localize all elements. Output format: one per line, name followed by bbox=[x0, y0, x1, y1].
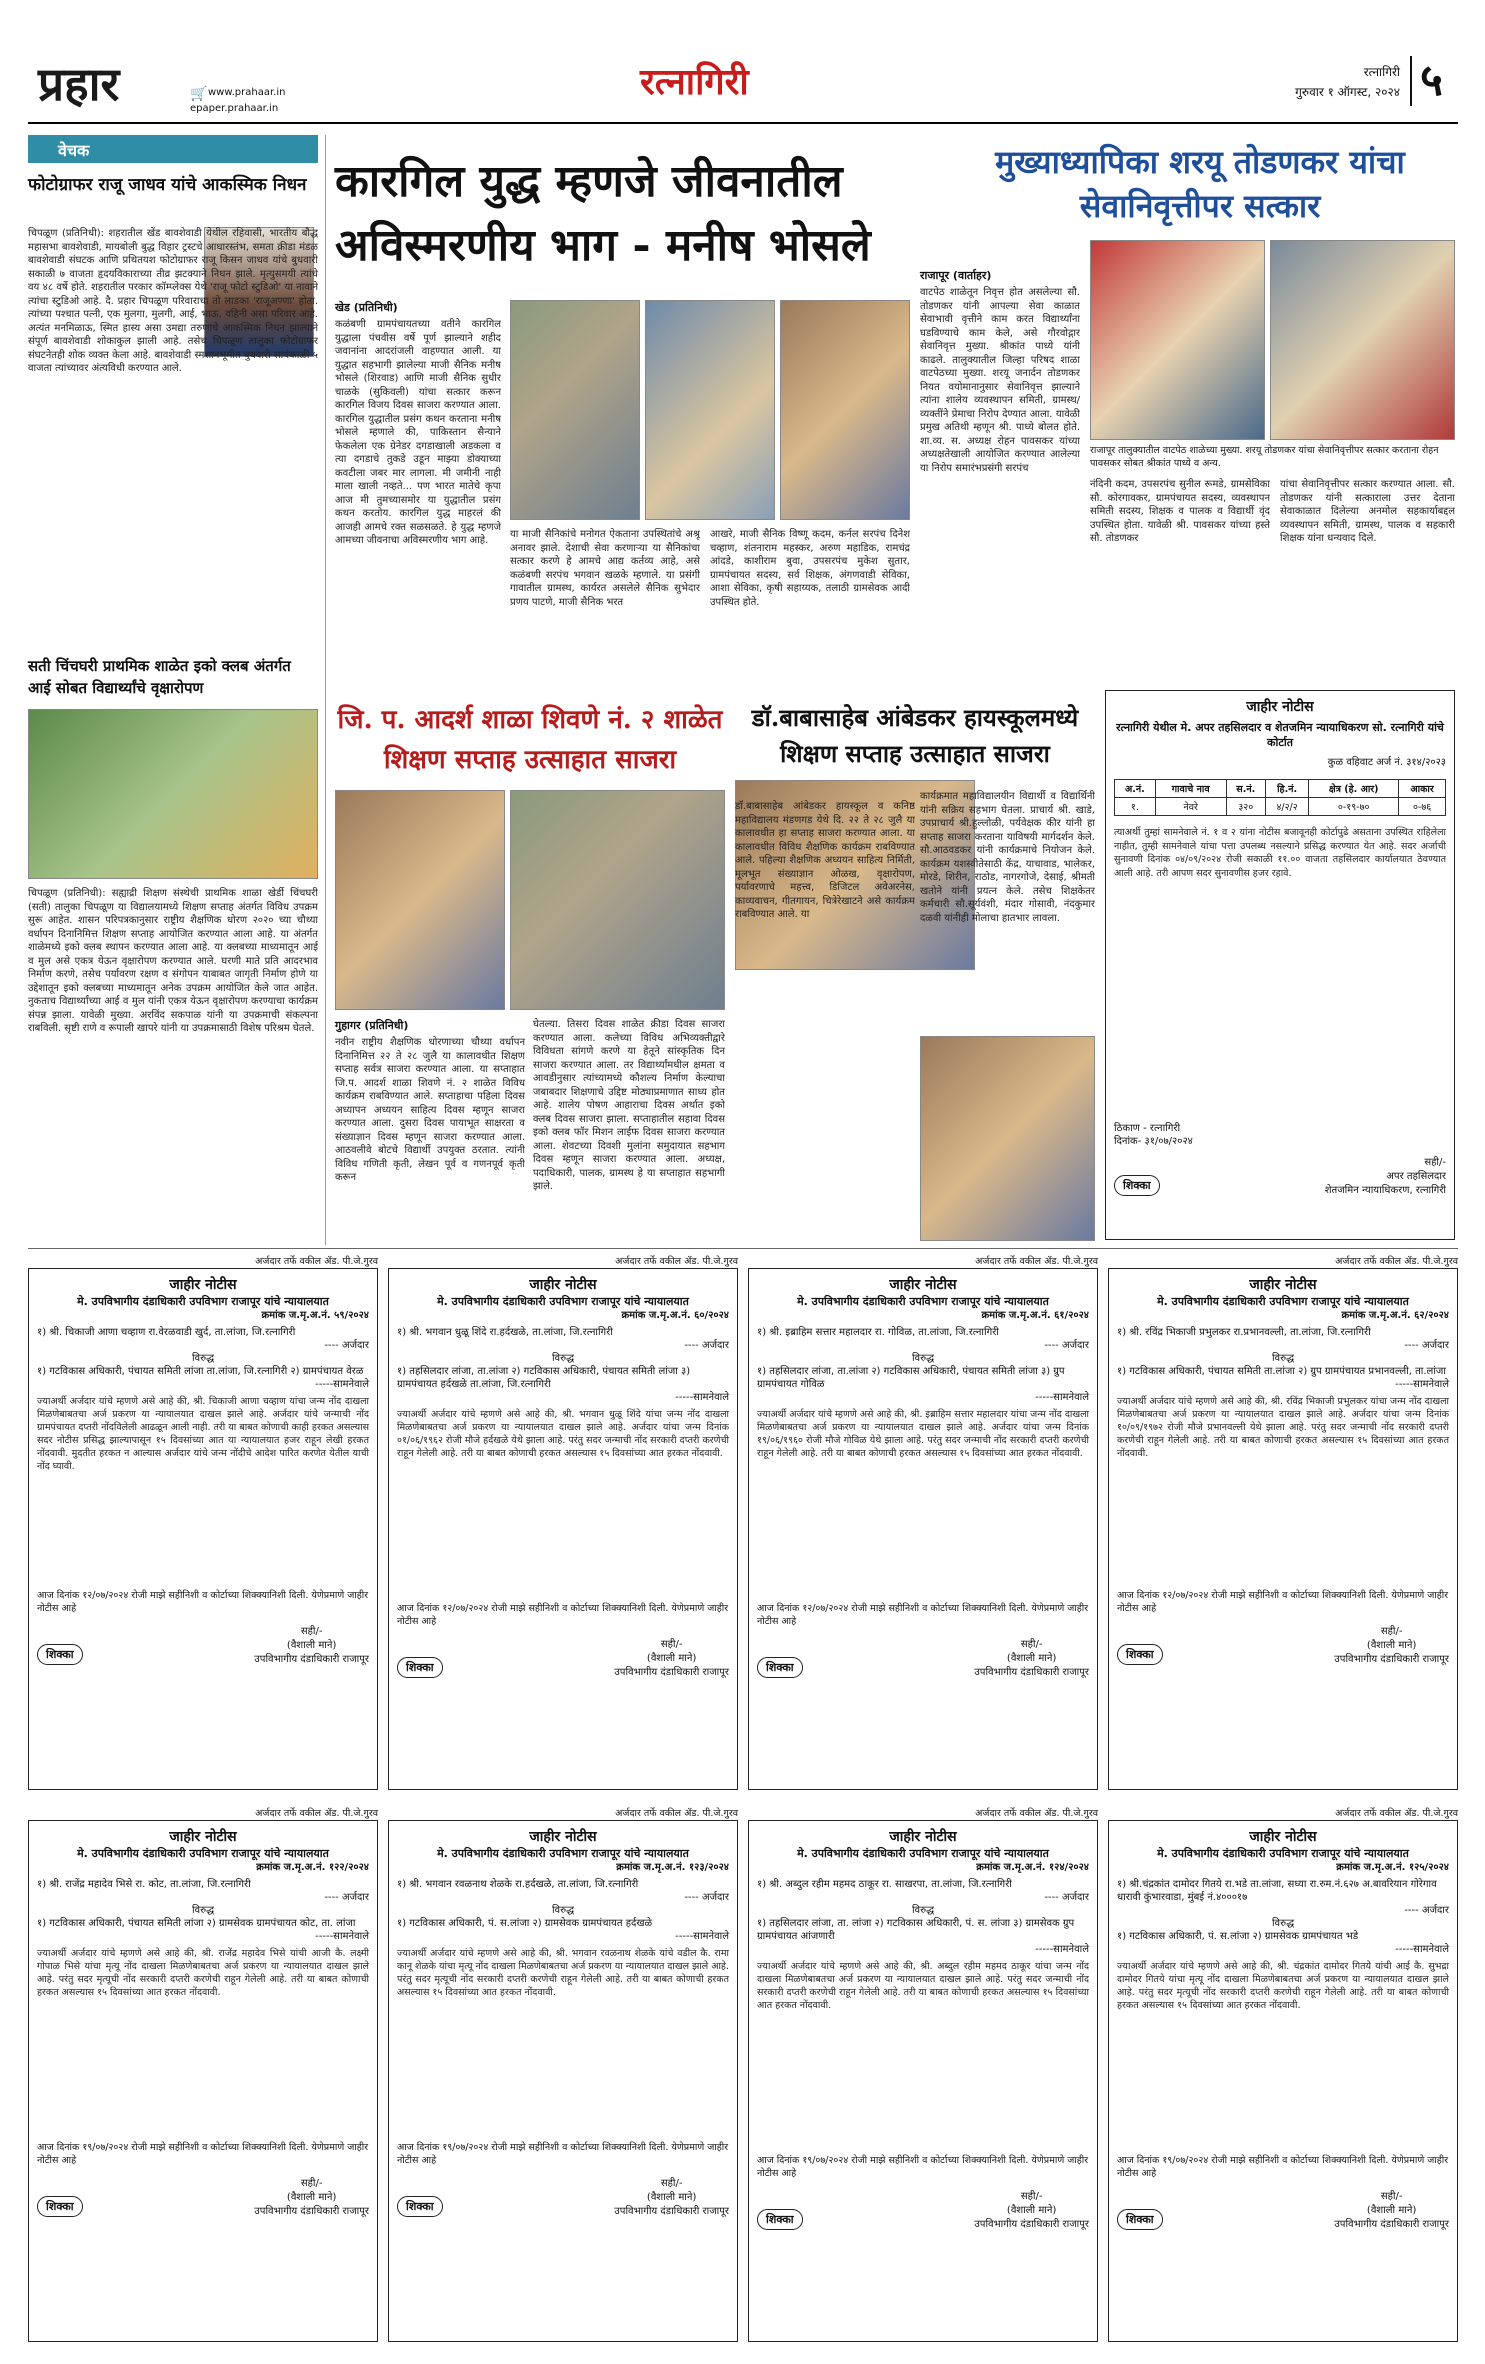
kargil-photo-1 bbox=[510, 300, 640, 520]
tehsil-notice-case: कुळ वहिवाट अर्ज नं. ३१४/२०२३ bbox=[1327, 757, 1446, 768]
notice-stamp: शिक्का bbox=[37, 1644, 83, 1665]
ambedkar-body-col1: डॉ.बाबासाहेब आंबेडकर हायस्कूल व कनिष्ठ महाविद्यालय मंडणगड येथे दि. २२ ते २८ जुलै या कालावधीत हा सप्ताह साजरा करण्यात आला. या कालावधीत विविध शैक्षणिक कार्यक्रम राबविण्यात आले. पहिल्या शैक्षणिक अध्ययन साहित्य निर्मिती, मूलभूत संख्याज्ञान ओळख, वृक्षारोपण, पर्यावरणाचे महत्त्व, डिजिटल अवेअरनेस, काव्यवाचन, गीतगायन, चित्रेरेखाटने असे कार्यक्रम राबविण्यात आले. या bbox=[735, 801, 915, 920]
notice-body: ज्याअर्थी अर्जदार यांचे म्हणणे असे आहे की, श्री. राजेंद्र महादेव भिसे यांची आजी कै. लक्ष्मी गोपाळ भिसे यांचा मृत्यू नोंद दाखला मिळणेबाबतचा अर्ज प्रकरण या न्यायालयात दाखल झाले आहे. परंतु सदर मृत्यूची नोंद सरकारी दप्तरी करणेची राहून गेलेली आहे. तरी या बाबत कोणाची हरकत असल्यास १५ दिवसांच्या आत हरकत नोंदवावी. bbox=[37, 1948, 369, 1998]
notice-officer: (वैशाली माने) bbox=[646, 1653, 697, 1664]
masthead-rule bbox=[28, 122, 1458, 124]
notice-footer: आज दिनांक १२/०७/२०२४ रोजी माझे सहीनिशी व कोर्टाच्या शिक्क्यानिशी दिली. येणेप्रमाणे जाहीर नोटीस आहे bbox=[397, 1603, 729, 1627]
notice-body: ज्याअर्थी अर्जदार यांचे म्हणणे असे आहे की, श्री. भगवान रवळनाथ शेळके यांचे वडील कै. रामा कानू शेळके यांचा मृत्यू नोंद दाखला मिळणेबाबतचा अर्ज प्रकरण या न्यायालयात दाखल झाले आहे. परंतु सदर मृत्यूची नोंद सरकारी दप्तरी करणेची राहून गेलेली आहे. तरी या बाबत कोणाची हरकत असल्यास १५ दिवसांच्या आत हरकत नोंदवावी. bbox=[397, 1948, 729, 1998]
notice-stamp: शिक्का bbox=[757, 1657, 803, 1678]
legal-notice bbox=[28, 1255, 378, 1795]
edition-date: गुरुवार १ ऑगस्ट, २०२४ bbox=[1295, 85, 1400, 99]
notice-case: क्रमांक ज.मृ.अ.नं. ५९/२०२४ bbox=[261, 1310, 369, 1321]
notice-respondent-role: -----सामनेवाले bbox=[1395, 1944, 1449, 1955]
notice-lawyer: अर्जदार तर्फे वकील ॲड. पी.जे.गुरव bbox=[255, 1808, 378, 1819]
left-column-rule bbox=[325, 135, 326, 1245]
legal-notice bbox=[388, 1807, 738, 2347]
legal-notice bbox=[1108, 1807, 1458, 2347]
principal-body-col2: नंदिनी कदम, उपसरपंच सुनील रूमडे, ग्रामसेविका सौ. कोरगावकर, ग्रामपंचायत सदस्य, व्यवस्थापन समिती सदस्य, शिक्षक व पालक व विद्यार्थी वृंद उपस्थित होता. यावेळी श्री. पावसकर यांच्या हस्ते सौ. तोडणकर bbox=[1090, 479, 1270, 544]
notice-applicant: १) श्री. भगवान धुळू शिंदे रा.हर्दखळे, ता.लांजा, जि.रत्नागिरी bbox=[397, 1327, 613, 1338]
notice-title: जाहीर नोटीस bbox=[889, 1277, 957, 1293]
notice-applicant-role: ---- अर्जदार bbox=[684, 1892, 729, 1903]
land-table bbox=[1114, 779, 1446, 816]
land-table-cell: ०-१९-७० bbox=[1309, 798, 1399, 816]
tehsil-notice bbox=[1105, 690, 1455, 1240]
notice-title: जाहीर नोटीस bbox=[529, 1829, 597, 1845]
land-table-header: अ.नं. bbox=[1115, 780, 1156, 798]
left-column bbox=[28, 135, 318, 1245]
notice-applicant-role: ---- अर्जदार bbox=[1404, 1905, 1449, 1916]
notice-versus: विरुद्ध bbox=[911, 1353, 935, 1364]
ecoclub-headline: सती चिंचघरी प्राथमिक शाळेत इको क्लब अंतर्गत आई सोबत विद्यार्थ्यांचे वृक्षारोपण bbox=[28, 657, 291, 697]
notice-signature: सही/- bbox=[660, 1639, 683, 1650]
legal-notice bbox=[388, 1255, 738, 1795]
notice-versus: विरुद्ध bbox=[551, 1905, 575, 1916]
notice-court: मे. उपविभागीय दंडाधिकारी उपविभाग राजापूर यांचे न्यायालयात bbox=[1157, 1295, 1409, 1308]
principal-headline: मुख्याध्यापिका शरयू तोडणकर यांचा सेवानिवृत्तीपर सत्कार bbox=[995, 143, 1405, 225]
notice-lawyer: अर्जदार तर्फे वकील ॲड. पी.जे.गुरव bbox=[615, 1808, 738, 1819]
shivane-body-col2: घेतल्या. तिसरा दिवस शाळेत क्रीडा दिवस साजरा करण्यात आला. कलेच्या विविध अभिव्यक्तीद्वारे विविधता सांगणे करणे या हेतूने सांस्कृतिक दिन साजरा करण्यात आला. तर विद्यार्थ्यांमधील क्षमता व आवडीनुसार त्यांच्यामध्ये कौशल्य निर्माण केल्याचा जबाबदार शिक्षणाचे उद्दिष्ट मोठ्याप्रमाणात साध्य होत आहे. शालेय पोषण आहाराचा दिवस अर्थात इको क्लब दिवस साजरा झाला. सप्ताहातील सहावा दिवस इको क्लब फॉर मिशन लाईफ दिवस साजरा करण्यात आला. शेवटच्या दिवशी मुलांना समुदायात सहभाग दिवस म्हणून साजरा करण्यात आला. अध्यक्ष, पदाधिकारी, पालक, ग्रामस्थ हे या सप्ताहात सहभागी झाले. bbox=[533, 1019, 725, 1192]
notice-respondent-role: -----सामनेवाले bbox=[675, 1931, 729, 1942]
shivane-photo-2 bbox=[510, 790, 725, 1010]
section-tag: वेचक bbox=[28, 135, 318, 163]
tehsil-stamp: शिक्का bbox=[1114, 1175, 1160, 1196]
edition-city: रत्नागिरी bbox=[1363, 65, 1400, 79]
notice-stamp: शिक्का bbox=[1117, 1644, 1163, 1665]
notice-footer: आज दिनांक १२/०७/२०२४ रोजी माझे सहीनिशी व कोर्टाच्या शिक्क्यानिशी दिली. येणेप्रमाणे जाहीर नोटीस आहे bbox=[757, 1603, 1089, 1627]
notice-respondent-role: -----सामनेवाले bbox=[315, 1931, 369, 1942]
notice-applicant-role: ---- अर्जदार bbox=[324, 1340, 369, 1351]
kargil-dateline: खेड (प्रतिनिधी) bbox=[335, 301, 398, 314]
notice-officer: (वैशाली माने) bbox=[1006, 2205, 1057, 2216]
notice-respondents: १) गटविकास अधिकारी, पंचायत समिती लांजा २) ग्रामसेवक ग्रामपंचायत कोट, ता. लांजा bbox=[37, 1918, 356, 1929]
notice-body: ज्याअर्थी अर्जदार यांचे म्हणणे असे आहे की, श्री. चिकाजी आणा चव्हाण यांचा जन्म नोंद दाखला मिळणेबाबतचा अर्ज प्रकरण या न्यायालयात दाखल झाले आहे. अर्जदार यांचे जन्माची नोंद ग्रामपंचायत दप्तरी नोंदविलेली आढळून आली नाही. तरी या बाबत कोणाची काही हरकत असल्यास सदर नोटीस प्रसिद्ध झाल्यापासून १५ दिवसांच्या आत या न्यायालयात हजर राहून लेखी हरकत नोंदवावी. मुदतीत हरकत न आल्यास अर्जदार यांचे जन्म नोंदीचे आदेश पारित करणेत येतील याची नोंद घ्यावी. bbox=[37, 1396, 369, 1472]
notice-title: जाहीर नोटीस bbox=[169, 1829, 237, 1845]
notice-footer: आज दिनांक १२/०७/२०२४ रोजी माझे सहीनिशी व कोर्टाच्या शिक्क्यानिशी दिली. येणेप्रमाणे जाहीर नोटीस आहे bbox=[1117, 1590, 1449, 1614]
notice-officer: (वैशाली माने) bbox=[286, 2192, 337, 2203]
notice-respondent-role: -----सामनेवाले bbox=[315, 1379, 369, 1390]
notice-body: ज्याअर्थी अर्जदार यांचे म्हणणे असे आहे की, श्री. अब्दुल रहीम महमद ठाकूर यांचा जन्म नोंद दाखला मिळणेबाबतचा अर्ज प्रकरण या न्यायालयात दाखल झाले आहे. परंतु सदर जन्माची नोंद सरकारी दप्तरी करणेची राहून गेलेली आहे. तरी या बाबत कोणाची हरकत असल्यास १५ दिवसांच्या आत हरकत नोंदवावी. bbox=[757, 1961, 1089, 2011]
notice-lawyer: अर्जदार तर्फे वकील ॲड. पी.जे.गुरव bbox=[1335, 1256, 1458, 1267]
notice-footer: आज दिनांक १९/०७/२०२४ रोजी माझे सहीनिशी व कोर्टाच्या शिक्क्यानिशी दिली. येणेप्रमाणे जाहीर नोटीस आहे bbox=[397, 2142, 729, 2166]
shivane-dateline: गुहागर (प्रतिनिधी) bbox=[335, 1019, 409, 1032]
notice-stamp: शिक्का bbox=[757, 2209, 803, 2230]
notice-versus: विरुद्ध bbox=[1271, 1353, 1295, 1364]
notice-stamp: शिक्का bbox=[397, 2196, 443, 2217]
land-table-header: क्षेत्र (हे. आर) bbox=[1309, 780, 1399, 798]
masthead bbox=[0, 0, 1485, 130]
principal-body-col3: यांचा सेवानिवृत्तीपर सत्कार करण्यात आला. सौ. तोडणकर यांनी सत्काराला उत्तर देताना सेवाकाळात दिलेल्या अनमोल सहकार्याबद्दल व्यवस्थापन समिती, ग्रामस्थ, पालक व सहकारी शिक्षक यांना धन्यवाद दिले. bbox=[1280, 479, 1455, 544]
notice-case: क्रमांक ज.मृ.अ.नं. १२२/२०२४ bbox=[256, 1862, 369, 1873]
land-table-cell: १. bbox=[1115, 798, 1156, 816]
page-divider bbox=[1410, 56, 1412, 106]
kargil-body-col3: आखरे, माजी सैनिक विष्णू कदम, कर्नल सरपंच दिनेश चव्हाण, शंतनाराम महस्कर, अरुण महाडिक, रामचंद्र आंदडे, काशीराम बुवा, उपसरपंच मुकेश सुतार, ग्रामपंचायत सदस्य, सर्व शिक्षक, अंगणवाडी सेविका, आशा सेविका, कृषी सहाय्यक, तलाठी ग्रामसेवक आदी उपस्थित होते. bbox=[710, 529, 910, 608]
notice-applicant-role: ---- अर्जदार bbox=[684, 1340, 729, 1351]
notice-body: ज्याअर्थी अर्जदार यांचे म्हणणे असे आहे की, श्री. भगवान धुळू शिंदे यांचा जन्म नोंद दाखला मिळणेबाबतचा अर्ज प्रकरण या न्यायालयात दाखल झाले आहे. अर्जदार यांचा जन्म दिनांक ०१/०६/१९६२ रोजी मौजे हर्दखळे येथे झाला आहे. परंतु सदर जन्माची नोंद सरकारी दप्तरी करणेची राहून गेलेली आहे. तरी या बाबत कोणाची हरकत असल्यास १५ दिवसांच्या आत हरकत नोंदवावी. bbox=[397, 1409, 729, 1459]
notice-applicant-role: ---- अर्जदार bbox=[324, 1892, 369, 1903]
legal-notice bbox=[28, 1807, 378, 2347]
land-table-header: आकार bbox=[1399, 780, 1446, 798]
website-link[interactable]: www.prahaar.in bbox=[208, 87, 286, 98]
kargil-body-col2: या माजी सैनिकांचे मनोगत ऐकताना उपस्थितांचे अश्रू अनावर झाले. देशाची सेवा करणाऱ्या या सैनिकांचा सत्कार करणे हे आमचे आद्य कर्तव्य आहे, असे कळंबणी सरपंच भगवान खळके म्हणाले. या प्रसंगी गावातील ग्रामस्थ, कार्यरत असलेले सैनिक सुभेदार प्रणय पाटणे, माजी सैनिक भरत bbox=[510, 529, 700, 608]
notice-footer: आज दिनांक १९/०७/२०२४ रोजी माझे सहीनिशी व कोर्टाच्या शिक्क्यानिशी दिली. येणेप्रमाणे जाहीर नोटीस आहे bbox=[1117, 2155, 1449, 2179]
notice-applicant: १) श्री. रविंद्र भिकाजी प्रभुलकर रा.प्रभानवल्ली, ता.लांजा, जि.रत्नागिरी bbox=[1117, 1327, 1371, 1338]
land-table-header: गावाचे नाव bbox=[1155, 780, 1226, 798]
principal-photo-2 bbox=[1270, 240, 1455, 440]
notice-applicant: १) श्री. चिकाजी आणा चव्हाण रा.वेरळवाडी खुर्द, ता.लांजा, जि.रत्नागिरी bbox=[37, 1327, 296, 1338]
notice-signature: सही/- bbox=[1020, 2191, 1043, 2202]
epaper-link[interactable]: epaper.prahaar.in bbox=[190, 103, 279, 114]
notice-versus: विरुद्ध bbox=[1271, 1918, 1295, 1929]
notice-applicant-role: ---- अर्जदार bbox=[1044, 1892, 1089, 1903]
notice-office: उपविभागीय दंडाधिकारी राजापूर bbox=[614, 2206, 729, 2217]
notice-case: क्रमांक ज.मृ.अ.नं. १२५/२०२४ bbox=[1336, 1862, 1449, 1873]
notice-respondents: १) तहसिलदार लांजा, ता.लांजा २) गटविकास अधिकारी, पंचायत समिती लांजा ३) ग्रुप ग्रामपंचायत गोविळ bbox=[757, 1366, 1065, 1390]
land-table-cell: ०-७६ bbox=[1399, 798, 1446, 816]
land-table-header: हि.नं. bbox=[1265, 780, 1308, 798]
notice-respondents: १) गटविकास अधिकारी, पं. स.लांजा २) ग्रामसेवक ग्रामपंचायत हर्दखळे bbox=[397, 1918, 653, 1929]
notice-footer: आज दिनांक १९/०७/२०२४ रोजी माझे सहीनिशी व कोर्टाच्या शिक्क्यानिशी दिली. येणेप्रमाणे जाहीर नोटीस आहे bbox=[37, 2142, 369, 2166]
notice-respondents: १) गटविकास अधिकारी, पंचायत समिती ता.लांजा २) ग्रुप ग्रामपंचायत प्रभानवल्ली, ता.लांजा bbox=[1117, 1366, 1446, 1377]
page-number: ५ bbox=[1420, 55, 1443, 106]
kargil-body-col1: कळंबणी ग्रामपंचायतच्या वतीने कारगिल युद्धाला पंचवीस वर्षे पूर्ण झाल्याने शहीद जवानांना आदरांजली वाहण्यात आली. या युद्धात सहभागी झालेल्या माजी सैनिक मनीष भोसले (शिरवाड) आणि माजी सैनिक सुधीर चाळके (सुकिवली) यांचा सत्कार करून कारगिल विजय दिवस साजरा करण्यात आला. कारगिल युद्धातील प्रसंग कथन करताना मनीष भोसले म्हणाले की, पाकिस्तान सैन्याने फेकलेला एक ग्रेनेडर दगडाखाली अडकला व त्या दगडाचे तुकडे उडून माझ्या डोक्याच्या कवटीला जबर मार लागला. मी जमीनी नाही माला खाली नव्हते... पण भारत मातेचे कृपा आज मी तुमच्यासमोर या युद्धातील प्रसंग कथन करतोय. कारगिल युद्ध माहरलं की आजही आमचे रक्त सळसळते. हे युद्ध म्हणजे आमच्या जीवनाचा अविस्मरणीय भाग आहे. bbox=[335, 319, 501, 546]
land-table-cell: ४/२/२ bbox=[1265, 798, 1308, 816]
notice-versus: विरुद्ध bbox=[191, 1905, 215, 1916]
kargil-headline: कारगिल युद्ध म्हणजे जीवनातील अविस्मरणीय भाग - मनीष भोसले bbox=[335, 156, 871, 271]
principal-body-col1: वाटपेठ शाळेतून निवृत्त होत असलेल्या सौ. तोडणकर यांनी आपल्या सेवा काळात सेवाभावी वृत्तीने काम करत विद्यार्थ्यांना घडविण्याचे काम केले, असे गौरवोद्गार सेवानिवृत्त मुख्या. श्रीकांत पाध्ये यांनी काढले. तालुक्यातील जिल्हा परिषद शाळा वाटपेठच्या मुख्या. शरयू जनार्दन तोडणकर नियत वयोमानानुसार सेवानिवृत्त झाल्याने त्यांना शालेय व्यवस्थापन समिती, ग्रामस्थ/व्यक्तींने प्रेमाचा निरोप देण्यात आला. यावेळी प्रमुख अतिथी म्हणून श्री. पाध्ये बोलत होते. शा.व्य. स. अध्यक्ष रोहन पावसकर यांच्या अध्यक्षतेखाली आयोजित करण्यात आलेल्या या निरोप समारंभप्रसंगी सरपंच bbox=[920, 287, 1080, 474]
notice-applicant: १) श्री. राजेंद्र महादेव भिसे रा. कोट, ता.लांजा, जि.रत्नागिरी bbox=[37, 1879, 251, 1890]
notice-applicant-role: ---- अर्जदार bbox=[1044, 1340, 1089, 1351]
legal-notice bbox=[748, 1807, 1098, 2347]
notice-case: क्रमांक ज.मृ.अ.नं. १२४/२०२४ bbox=[976, 1862, 1089, 1873]
legal-notice bbox=[748, 1255, 1098, 1795]
notices-rule bbox=[28, 1248, 1458, 1249]
notice-title: जाहीर नोटीस bbox=[889, 1829, 957, 1845]
notice-stamp: शिक्का bbox=[397, 1657, 443, 1678]
notice-signature: सही/- bbox=[300, 2178, 323, 2189]
notice-signature: सही/- bbox=[660, 2178, 683, 2189]
cart-icon: 🛒 bbox=[190, 86, 208, 102]
obituary-body: चिपळूण (प्रतिनिधी): शहरातील खेंड बावशेवाडी येथील रहिवासी, भारतीय बौद्ध महासभा बावशेवाडी, मायबोली बुद्ध विहार ट्रस्टचे आधारस्तंभ, समता क्रीडा मंडळ बावशेवाडी संघटक आणि प्रथितयश फोटोग्राफर राजू किसन जाधव यांचे बुधवारी सकाळी ७ वाजता हृदयविकाराच्या तीव्र झटक्याने निधन झाले. मृत्युसमयी त्यांचे वय ४८ वर्षे होते. शहरातील परकार कॉम्प्लेक्स येथे 'राजू फोटो स्टुडिओ' या नावाने त्यांचा स्टुडिओ आहे. दै. प्रहार चिपळूण परिवाराचा तो लाडका 'राजूअण्णा' होता. त्यांच्या पश्चात पत्नी, एक मुलगा, मुलगी, आई, भाऊ, वहिनी असा परिवार आहे. अत्यंत मनमिळाऊ, स्मित हास्य असा उमद्या तरुणाचे आकस्मिक निधन झाल्याने संपूर्ण बावशेवाडी शोकाकुल झाली आहे. तसेच चिपळूण तालुका फोटोग्राफर संघटनेतही शोक व्यक्त केला आहे. बावशेवाडी स्मशानभूमीत बुधवारी सायंकाळी ५ वाजता त्यांच्यावर अंत्यविधी करण्यात आले. bbox=[28, 228, 318, 374]
tehsil-notice-date: दिनांक- ३१/०७/२०२४ bbox=[1114, 1136, 1193, 1147]
notice-footer: आज दिनांक १२/०७/२०२४ रोजी माझे सहीनिशी व कोर्टाच्या शिक्क्यानिशी दिली. येणेप्रमाणे जाहीर नोटीस आहे bbox=[37, 1590, 369, 1614]
notice-lawyer: अर्जदार तर्फे वकील ॲड. पी.जे.गुरव bbox=[975, 1256, 1098, 1267]
notice-case: क्रमांक ज.मृ.अ.नं. ६०/२०२४ bbox=[621, 1310, 729, 1321]
notice-title: जाहीर नोटीस bbox=[169, 1277, 237, 1293]
notice-court: मे. उपविभागीय दंडाधिकारी उपविभाग राजापूर यांचे न्यायालयात bbox=[797, 1847, 1049, 1860]
notice-signature: सही/- bbox=[1020, 1639, 1043, 1650]
kargil-photo-3 bbox=[780, 300, 910, 520]
notice-respondents: १) तहसिलदार लांजा, ता. लांजा २) गटविकास अधिकारी, पं. स. लांजा ३) ग्रामसेवक ग्रुप ग्रामपंचायत आंजणारी bbox=[757, 1918, 1075, 1942]
tehsil-office: अपर तहसिलदार bbox=[1386, 1171, 1446, 1182]
notice-lawyer: अर्जदार तर्फे वकील ॲड. पी.जे.गुरव bbox=[1335, 1808, 1458, 1819]
notice-office: उपविभागीय दंडाधिकारी राजापूर bbox=[1334, 2219, 1449, 2230]
notice-signature: सही/- bbox=[1380, 2191, 1403, 2202]
obituary-headline: फोटोग्राफर राजू जाधव यांचे आकस्मिक निधन bbox=[28, 175, 307, 195]
ambedkar-headline: डॉ.बाबासाहेब आंबेडकर हायस्कूलमध्ये शिक्षण सप्ताह उत्साहात साजरा bbox=[751, 703, 1079, 768]
notice-signature: सही/- bbox=[300, 1626, 323, 1637]
notice-respondents: १) तहसिलदार लांजा, ता.लांजा २) गटविकास अधिकारी, पंचायत समिती लांजा ३) ग्रामपंचायत हर्दखळे ता.लांजा, जि.रत्नागिरी bbox=[397, 1366, 691, 1390]
notice-officer: (वैशाली माने) bbox=[1366, 1640, 1417, 1651]
notice-lawyer: अर्जदार तर्फे वकील ॲड. पी.जे.गुरव bbox=[615, 1256, 738, 1267]
notice-office: उपविभागीय दंडाधिकारी राजापूर bbox=[254, 1654, 369, 1665]
tehsil-notice-title: जाहीर नोटीस bbox=[1246, 699, 1314, 715]
tehsil-signature: सही/- bbox=[1424, 1157, 1446, 1168]
notice-court: मे. उपविभागीय दंडाधिकारी उपविभाग राजापूर यांचे न्यायालयात bbox=[77, 1847, 329, 1860]
masthead-logo: प्रहार bbox=[38, 57, 120, 111]
principal-photo-1 bbox=[1090, 240, 1265, 440]
notice-respondents: १) गटविकास अधिकारी, पंचायत समिती लांजा ता.लांजा, जि.रत्नागिरी २) ग्रामपंचायत वेरळ bbox=[37, 1366, 364, 1377]
ambedkar-classroom-photo bbox=[920, 1036, 1095, 1241]
notice-office: उपविभागीय दंडाधिकारी राजापूर bbox=[614, 1667, 729, 1678]
land-table-header: स.नं. bbox=[1226, 780, 1265, 798]
notice-signature: सही/- bbox=[1380, 1626, 1403, 1637]
section-title: रत्नागिरी bbox=[640, 61, 749, 103]
land-table-cell: ३२० bbox=[1226, 798, 1265, 816]
land-table-cell: नेवरे bbox=[1155, 798, 1226, 816]
notice-title: जाहीर नोटीस bbox=[529, 1277, 597, 1293]
notice-case: क्रमांक ज.मृ.अ.नं. ६१/२०२४ bbox=[981, 1310, 1089, 1321]
notice-applicant: १) श्री. अब्दुल रहीम महमद ठाकूर रा. साखरपा, ता.लांजा, जि.रत्नागिरी bbox=[757, 1879, 1012, 1890]
principal-caption: राजापूर तालुक्यातील वाटपेठ शाळेच्या मुख्या. शरयू तोडणकर यांचा सेवानिवृत्तीपर सत्कार करताना रोहन पावसकर सोबत श्रीकांत पाध्ये व अन्य. bbox=[1090, 445, 1439, 469]
notice-respondent-role: -----सामनेवाले bbox=[1395, 1379, 1449, 1390]
principal-dateline: राजापूर (वार्ताहर) bbox=[920, 269, 992, 282]
legal-notice bbox=[1108, 1255, 1458, 1795]
shivane-body-col1: नवीन राष्ट्रीय शैक्षणिक धोरणाच्या चौथ्या वर्धापन दिनानिमित्त २२ ते २८ जुलै या कालावधीत शिक्षण सप्ताह सर्वत्र साजरा करण्यात आला. या सप्ताहात जि.प. आदर्श शाळा शिवणे नं. २ शाळेत विविध कार्यक्रम राबविण्यात आले. सप्ताहाचा पहिला दिवस अध्यापन अध्ययन साहित्य दिवस म्हणून साजरा करण्यात आला. दुसरा दिवस पायाभूत साक्षरता व संख्याज्ञान दिवस म्हणून साजरा करण्यात आला. आठवलीवे बोटचे विद्यार्थी उपयुक्त ठरतात. त्यांनी विविध गणिती कृती, लेखन पूर्व व गणनपूर्व कृती करून bbox=[335, 1037, 525, 1183]
notice-office: उपविभागीय दंडाधिकारी राजापूर bbox=[974, 1667, 1089, 1678]
notice-case: क्रमांक ज.मृ.अ.नं. ६२/२०२४ bbox=[1341, 1310, 1449, 1321]
notice-office: उपविभागीय दंडाधिकारी राजापूर bbox=[1334, 1654, 1449, 1665]
shivane-photo-1 bbox=[335, 790, 505, 1010]
tehsil-sign-title: शेतजमिन न्यायाधिकरण, रत्नागिरी bbox=[1324, 1185, 1446, 1196]
notice-applicant-role: ---- अर्जदार bbox=[1404, 1340, 1449, 1351]
tehsil-notice-place: ठिकाण - रत्नागिरी bbox=[1114, 1123, 1181, 1134]
notice-court: मे. उपविभागीय दंडाधिकारी उपविभाग राजापूर यांचे न्यायालयात bbox=[437, 1847, 689, 1860]
notice-applicant: १) श्री. भगवान रवळनाथ शेळके रा.हर्दखळे, ता.लांजा, जि.रत्नागिरी bbox=[397, 1879, 639, 1890]
notice-body: ज्याअर्थी अर्जदार यांचे म्हणणे असे आहे की, श्री. चंद्रकांत दामोदर गितये यांची आई कै. सुभद्रा दामोदर गितये यांचा मृत्यू नोंद दाखला मिळणेबाबतचा अर्ज प्रकरण या न्यायालयात दाखल झाले आहे. परंतु सदर मृत्यूची नोंद सरकारी दप्तरी करणेची राहून गेलेली आहे. तरी या बाबत कोणाची हरकत असल्यास १५ दिवसांच्या आत हरकत नोंदवावी. bbox=[1117, 1961, 1449, 2011]
notice-officer: (वैशाली माने) bbox=[646, 2192, 697, 2203]
tehsil-notice-body: त्याअर्थी तुम्हां सामनेवाले नं. १ व २ यांना नोटीस बजावूनही कोर्टापुढे असताना उपस्थित राहिलेला नाहीत, तुम्ही सामनेवाले यांचा पत्ता उपलब्ध नसल्याने प्रसिद्ध करण्यात येत आहे. सदर अर्जाची सुनावणी दिनांक ०४/०९/२०२४ रोजी सकाळी ११.०० वाजता तहसिलदार कार्यालयात ठेवण्यात आली आहे. तरी आपण सदर सुनावणीस हजर रहावे. bbox=[1114, 827, 1446, 879]
notice-body: ज्याअर्थी अर्जदार यांचे म्हणणे असे आहे की, श्री. रविंद्र भिकाजी प्रभुलकर यांचा जन्म नोंद दाखला मिळणेबाबतचा अर्ज प्रकरण या न्यायालयात दाखल झाले आहे. अर्जदार यांचा जन्म दिनांक १०/०९/१९७२ रोजी मौजे प्रभानवल्ली येथे झाला आहे. परंतु सदर जन्माची नोंद सरकारी दप्तरी करणेची राहून गेलेली आहे. तरी या बाबत कोणाची हरकत असल्यास १५ दिवसांच्या आत हरकत नोंदवावी. bbox=[1117, 1396, 1449, 1459]
notice-lawyer: अर्जदार तर्फे वकील ॲड. पी.जे.गुरव bbox=[255, 1256, 378, 1267]
notice-court: मे. उपविभागीय दंडाधिकारी उपविभाग राजापूर यांचे न्यायालयात bbox=[797, 1295, 1049, 1308]
notice-applicant: १) श्री. इब्राहिम सत्तार महालदार रा. गोविळ, ता.लांजा, जि.रत्नागिरी bbox=[757, 1327, 999, 1338]
notice-case: क्रमांक ज.मृ.अ.नं. १२३/२०२४ bbox=[616, 1862, 729, 1873]
notice-versus: विरुद्ध bbox=[911, 1905, 935, 1916]
notice-respondents: १) गटविकास अधिकारी, पं. स.लांजा २) ग्रामसेवक ग्रामपंचायत भडे bbox=[1117, 1931, 1359, 1942]
notice-versus: विरुद्ध bbox=[191, 1353, 215, 1364]
kargil-photo-2 bbox=[645, 300, 775, 520]
notice-court: मे. उपविभागीय दंडाधिकारी उपविभाग राजापूर यांचे न्यायालयात bbox=[437, 1295, 689, 1308]
shivane-headline: जि. प. आदर्श शाळा शिवणे नं. २ शाळेत शिक्षण सप्ताह उत्साहात साजरा bbox=[337, 705, 723, 775]
notice-officer: (वैशाली माने) bbox=[1366, 2205, 1417, 2216]
notice-respondent-role: -----सामनेवाले bbox=[1035, 1392, 1089, 1403]
legal-notices-grid bbox=[28, 1255, 1458, 2355]
notice-stamp: शिक्का bbox=[37, 2196, 83, 2217]
notice-officer: (वैशाली माने) bbox=[286, 1640, 337, 1651]
notice-office: उपविभागीय दंडाधिकारी राजापूर bbox=[974, 2219, 1089, 2230]
notice-stamp: शिक्का bbox=[1117, 2209, 1163, 2230]
notice-title: जाहीर नोटीस bbox=[1249, 1829, 1317, 1845]
notice-lawyer: अर्जदार तर्फे वकील ॲड. पी.जे.गुरव bbox=[975, 1808, 1098, 1819]
notice-versus: विरुद्ध bbox=[551, 1353, 575, 1364]
ecoclub-photo bbox=[28, 709, 318, 879]
notice-applicant: १) श्री.चंद्रकांत दामोदर गितये रा.भडे ता.लांजा, सध्या रा.रुम.नं.६२७ अ.बावरियान गोरेगाव धारावी कुंभारवाडा, मुंबई नं.४०००१७ bbox=[1117, 1879, 1437, 1903]
tehsil-notice-court: रत्नागिरी येथील मे. अपर तहसिलदार व शेतजमिन न्यायाधिकरण सो. रत्नागिरी यांचे कोर्टात bbox=[1116, 721, 1444, 749]
notice-office: उपविभागीय दंडाधिकारी राजापूर bbox=[254, 2206, 369, 2217]
notice-footer: आज दिनांक १९/०७/२०२४ रोजी माझे सहीनिशी व कोर्टाच्या शिक्क्यानिशी दिली. येणेप्रमाणे जाहीर नोटीस आहे bbox=[757, 2155, 1089, 2179]
ambedkar-body-col2: कार्यक्रमात महाविद्यालयीन विद्यार्थी व विद्यार्थिनी यांनी सक्रिय सहभाग घेतला. प्राचार्य श्री. खाडे, उपप्राचार्य श्री.हुल्लोळी, पर्यवेक्षक कीर यांनी हा सप्ताह साजरा करताना याविषयी मार्गदर्शन केले. सौ.आठवडकर यांनी कार्यक्रमाचे नियोजन केले. कार्यक्रम यशस्वीतेसाठी केंद्र, याचावाड, भालेकर, मोरडे, शिरीन, राठोड, नागरगोजे, देसाई, श्रीमती खतोने यांनी प्रयत्न केले. तसेच शिक्षकेतर कर्मचारी सौ.सूर्यवंशी, मंदार गोसावी, नंदकुमार दळवी यांनीही मोलाचा हातभार लावला. bbox=[920, 791, 1095, 924]
notice-officer: (वैशाली माने) bbox=[1006, 1653, 1057, 1664]
notice-title: जाहीर नोटीस bbox=[1249, 1277, 1317, 1293]
notice-respondent-role: -----सामनेवाले bbox=[1035, 1944, 1089, 1955]
notice-court: मे. उपविभागीय दंडाधिकारी उपविभाग राजापूर यांचे न्यायालयात bbox=[1157, 1847, 1409, 1860]
notice-court: मे. उपविभागीय दंडाधिकारी उपविभाग राजापूर यांचे न्यायालयात bbox=[77, 1295, 329, 1308]
notice-respondent-role: -----सामनेवाले bbox=[675, 1392, 729, 1403]
ecoclub-body: चिपळूण (प्रतिनिधी): सह्याद्री शिक्षण संस्थेची प्राथमिक शाळा खेर्डी चिंचघरी (सती) तालुका चिपळूण या विद्यालयामध्ये शिक्षण सप्ताह अंतर्गत विविध उपक्रम सुरू आहेत. शासन परिपत्रकानुसार राष्ट्रीय शैक्षणिक धोरण २०२० च्या चौथ्या वर्धापन दिनानिमित्त शिक्षण सप्ताह आयोजित करण्यात आला आहे. या अंतर्गत शाळेमध्ये इको क्लब स्थापन करण्यात आला आहे. या क्लबच्या माध्यमातून आई व मुल असे एकत्र येऊन वृक्षारोपण करण्यात आले. घरणी माते प्रति आदरभाव निर्माण करणे, तसेच पर्यावरण रक्षण व संगोपन याबाबत जागृती निर्माण होणे या उद्देशातून इको क्लबच्या माध्यमातून अनेक उपक्रम आयोजित केले जात आहेत. नुकताच विद्यार्थ्यांच्या आई व मुल यांनी एकत्र येऊन वृक्षारोपण करण्याचा कार्यक्रम संपन्न झाला. यावेळी मुख्या. अरविंद सकपाळ यांनी या उपक्रमाची संकल्पना राबविली. सृष्टी राणे व रूपाली खापरे यांनी या उपक्रमासाठी विशेष परिश्रम घेतले. bbox=[28, 888, 318, 1034]
notice-body: ज्याअर्थी अर्जदार यांचे म्हणणे असे आहे की, श्री. इब्राहिम सत्तार महालदार यांचा जन्म नोंद दाखला मिळणेबाबतचा अर्ज प्रकरण या न्यायालयात दाखल झाले आहे. अर्जदार यांचा जन्म दिनांक १९/०६/१९६० रोजी मौजे गोविळ येथे झाला आहे. परंतु सदर जन्माची नोंद सरकारी दप्तरी करणेची राहून गेलेली आहे. तरी या बाबत कोणाची हरकत असल्यास १५ दिवसांच्या आत हरकत नोंदवावी. bbox=[757, 1409, 1089, 1459]
